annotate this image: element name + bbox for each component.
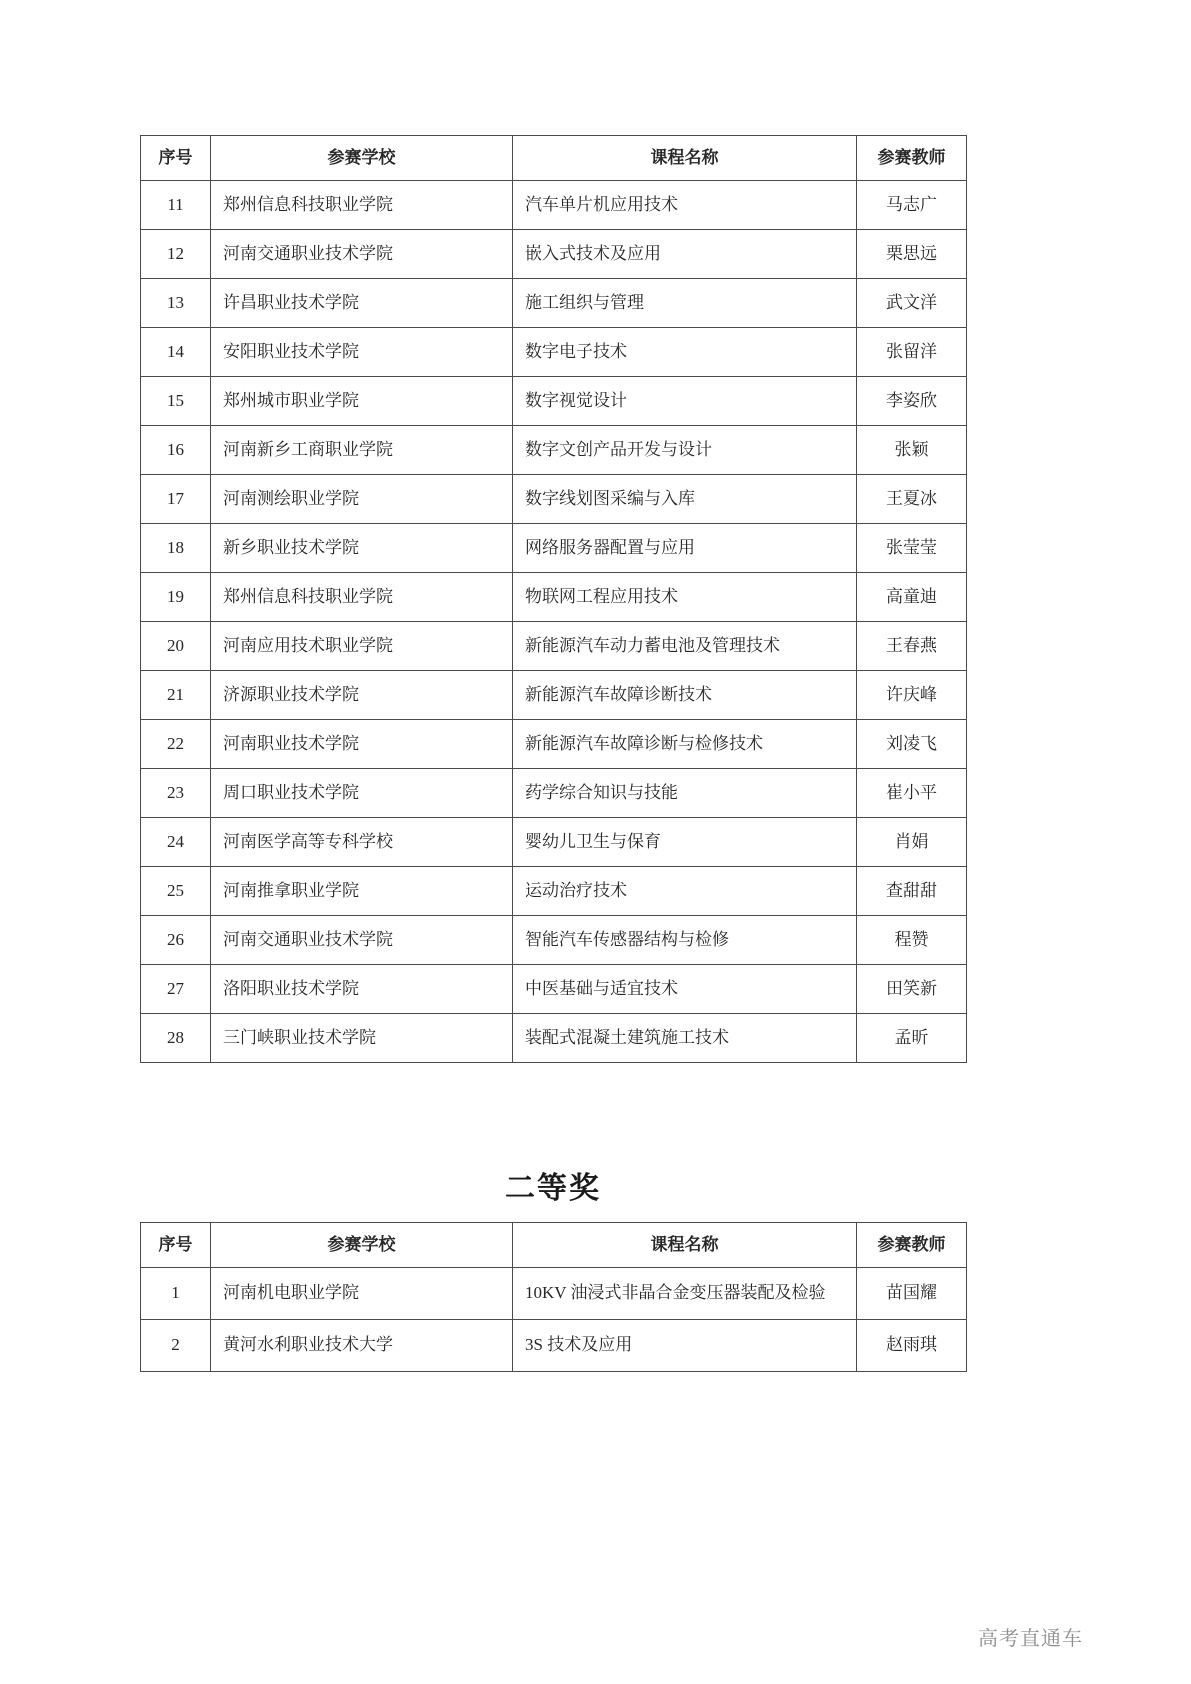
course-name-cell: 婴幼儿卫生与保育	[513, 818, 857, 867]
header-row	[141, 136, 967, 181]
table-row	[141, 622, 967, 671]
table-row	[141, 230, 967, 279]
teacher-name-cell: 程赞	[857, 916, 967, 965]
table-row	[141, 426, 967, 475]
teacher-name-cell: 刘凌飞	[857, 720, 967, 769]
school-name-cell: 黄河水利职业技术大学	[211, 1320, 513, 1372]
school-name-cell: 许昌职业技术学院	[211, 279, 513, 328]
table-row	[141, 328, 967, 377]
school-name-cell: 河南应用技术职业学院	[211, 622, 513, 671]
course-name-cell: 10KV 油浸式非晶合金变压器装配及检验	[513, 1268, 857, 1320]
serial-number-cell: 27	[141, 965, 211, 1014]
teacher-name-cell: 肖娟	[857, 818, 967, 867]
course-name-cell: 数字线划图采编与入库	[513, 475, 857, 524]
course-name-cell: 装配式混凝土建筑施工技术	[513, 1014, 857, 1063]
column-header: 参赛学校	[211, 1223, 513, 1268]
course-name-cell: 运动治疗技术	[513, 867, 857, 916]
course-name-cell: 3S 技术及应用	[513, 1320, 857, 1372]
serial-number-cell: 17	[141, 475, 211, 524]
table-row	[141, 867, 967, 916]
school-name-cell: 河南新乡工商职业学院	[211, 426, 513, 475]
teacher-name-cell: 王春燕	[857, 622, 967, 671]
table-body	[141, 1268, 967, 1372]
table-row	[141, 524, 967, 573]
teacher-name-cell: 武文洋	[857, 279, 967, 328]
school-name-cell: 河南交通职业技术学院	[211, 230, 513, 279]
school-name-cell: 济源职业技术学院	[211, 671, 513, 720]
serial-number-cell: 14	[141, 328, 211, 377]
school-name-cell: 河南测绘职业学院	[211, 475, 513, 524]
school-name-cell: 河南交通职业技术学院	[211, 916, 513, 965]
school-name-cell: 三门峡职业技术学院	[211, 1014, 513, 1063]
table-row	[141, 1014, 967, 1063]
teacher-name-cell: 张留洋	[857, 328, 967, 377]
serial-number-cell: 15	[141, 377, 211, 426]
serial-number-cell: 2	[141, 1320, 211, 1372]
award-table-page2	[140, 135, 967, 1063]
serial-number-cell: 16	[141, 426, 211, 475]
course-name-cell: 物联网工程应用技术	[513, 573, 857, 622]
column-header: 参赛教师	[857, 1223, 967, 1268]
serial-number-cell: 1	[141, 1268, 211, 1320]
course-name-cell: 中医基础与适宜技术	[513, 965, 857, 1014]
second-prize-table	[140, 1222, 967, 1372]
school-name-cell: 安阳职业技术学院	[211, 328, 513, 377]
school-name-cell: 新乡职业技术学院	[211, 524, 513, 573]
teacher-name-cell: 张莹莹	[857, 524, 967, 573]
serial-number-cell: 20	[141, 622, 211, 671]
table-row	[141, 1320, 967, 1372]
course-name-cell: 数字视觉设计	[513, 377, 857, 426]
column-header: 参赛教师	[857, 136, 967, 181]
school-name-cell: 河南推拿职业学院	[211, 867, 513, 916]
table-row	[141, 720, 967, 769]
table-row	[141, 573, 967, 622]
teacher-name-cell: 栗思远	[857, 230, 967, 279]
course-name-cell: 施工组织与管理	[513, 279, 857, 328]
table-row	[141, 671, 967, 720]
table-row	[141, 965, 967, 1014]
teacher-name-cell: 高童迪	[857, 573, 967, 622]
teacher-name-cell: 赵雨琪	[857, 1320, 967, 1372]
serial-number-cell: 13	[141, 279, 211, 328]
school-name-cell: 郑州城市职业学院	[211, 377, 513, 426]
serial-number-cell: 18	[141, 524, 211, 573]
serial-number-cell: 25	[141, 867, 211, 916]
school-name-cell: 洛阳职业技术学院	[211, 965, 513, 1014]
course-name-cell: 汽车单片机应用技术	[513, 181, 857, 230]
serial-number-cell: 23	[141, 769, 211, 818]
teacher-name-cell: 孟昕	[857, 1014, 967, 1063]
teacher-name-cell: 王夏冰	[857, 475, 967, 524]
course-name-cell: 新能源汽车故障诊断与检修技术	[513, 720, 857, 769]
watermark-text: 高考直通车	[978, 1628, 1083, 1650]
table-row	[141, 181, 967, 230]
table-row	[141, 279, 967, 328]
school-name-cell: 周口职业技术学院	[211, 769, 513, 818]
table-header	[141, 136, 967, 181]
teacher-name-cell: 张颖	[857, 426, 967, 475]
column-header: 课程名称	[513, 1223, 857, 1268]
school-name-cell: 河南医学高等专科学校	[211, 818, 513, 867]
header-row	[141, 1223, 967, 1268]
table-row	[141, 475, 967, 524]
table-row	[141, 377, 967, 426]
course-name-cell: 嵌入式技术及应用	[513, 230, 857, 279]
teacher-name-cell: 田笑新	[857, 965, 967, 1014]
serial-number-cell: 22	[141, 720, 211, 769]
column-header: 序号	[141, 1223, 211, 1268]
course-name-cell: 数字电子技术	[513, 328, 857, 377]
column-header: 序号	[141, 136, 211, 181]
course-name-cell: 新能源汽车动力蓄电池及管理技术	[513, 622, 857, 671]
serial-number-cell: 26	[141, 916, 211, 965]
table-row	[141, 769, 967, 818]
serial-number-cell: 21	[141, 671, 211, 720]
table-row	[141, 818, 967, 867]
column-header: 课程名称	[513, 136, 857, 181]
serial-number-cell: 19	[141, 573, 211, 622]
teacher-name-cell: 马志广	[857, 181, 967, 230]
teacher-name-cell: 许庆峰	[857, 671, 967, 720]
course-name-cell: 新能源汽车故障诊断技术	[513, 671, 857, 720]
teacher-name-cell: 苗国耀	[857, 1268, 967, 1320]
course-name-cell: 网络服务器配置与应用	[513, 524, 857, 573]
serial-number-cell: 28	[141, 1014, 211, 1063]
second-prize-heading: 二等奖	[505, 1172, 601, 1205]
course-name-cell: 数字文创产品开发与设计	[513, 426, 857, 475]
school-name-cell: 河南机电职业学院	[211, 1268, 513, 1320]
school-name-cell: 河南职业技术学院	[211, 720, 513, 769]
table-row	[141, 916, 967, 965]
serial-number-cell: 24	[141, 818, 211, 867]
serial-number-cell: 11	[141, 181, 211, 230]
school-name-cell: 郑州信息科技职业学院	[211, 573, 513, 622]
course-name-cell: 智能汽车传感器结构与检修	[513, 916, 857, 965]
school-name-cell: 郑州信息科技职业学院	[211, 181, 513, 230]
table-row	[141, 1268, 967, 1320]
serial-number-cell: 12	[141, 230, 211, 279]
table-body	[141, 181, 967, 1063]
column-header: 参赛学校	[211, 136, 513, 181]
table-header	[141, 1223, 967, 1268]
course-name-cell: 药学综合知识与技能	[513, 769, 857, 818]
teacher-name-cell: 查甜甜	[857, 867, 967, 916]
teacher-name-cell: 李姿欣	[857, 377, 967, 426]
teacher-name-cell: 崔小平	[857, 769, 967, 818]
